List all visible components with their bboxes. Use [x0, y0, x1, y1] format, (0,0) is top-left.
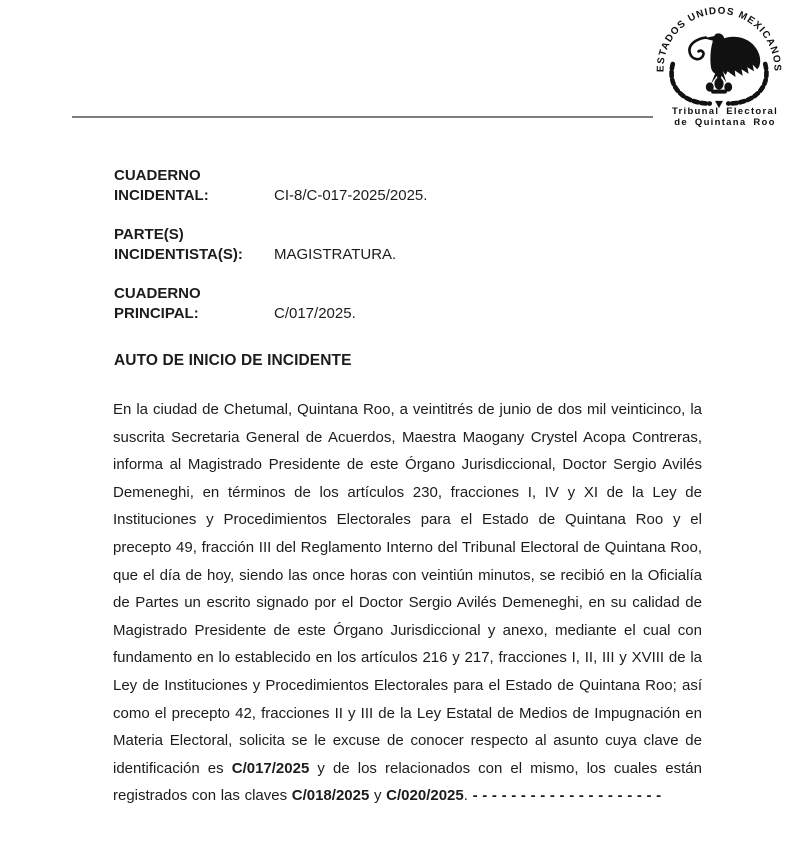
seal-circular-text: ESTADOS UNIDOS MEXICANOS [655, 5, 783, 73]
field-partes-incidentistas [114, 225, 594, 264]
case-key-bold: - - - - - - - - - - - - - - - - - - - - [472, 787, 662, 805]
body-text-segment: . [463, 787, 473, 805]
field-label: PARTE(S) INCIDENTISTA(S): [114, 226, 243, 263]
body-text-segment: y [369, 787, 387, 805]
tribunal-name [664, 106, 786, 128]
field-value: MAGISTRATURA. [274, 245, 397, 263]
field-value: C/017/2025. [274, 304, 356, 322]
body-text-segment: En la ciudad de Chetumal, Quintana Roo, a veintitrés de junio de dos mil veinticinco, la suscrita Secretaria General de Acuerdos, Maestra Maogany Crystel Acopa Contreras, informa al Magistrado Presidente de este Órgano Jurisdiccional, Doctor Sergio Avilés Demeneghi, en términos de los artículos 230, fracciones I, IV y XI de la Ley de Instituciones y Procedimientos Electorales para el Estado de Quintana Roo y el precepto 49, fracción III del Reglamento Interno del Tribunal Electoral de Quintana Roo, que el día de hoy, siendo las once horas con veintiún minutos, se recibió en la Oficialía de Partes un escrito signado por el Doctor Sergio Avilés Demeneghi, en su calidad de Magistrado Presidente de este Órgano Jurisdiccional y anexo, mediante el cual con fundamento en lo establecido en los artículos 216 y 217, fracciones I, II, III y XVIII de la Ley de Instituciones y Procedimientos Electorales para el Estado de Quintana Roo; así como el precepto 42, fracciones II y III de la Ley Estatal de Medios de Impugnación en Materia Electoral, solicita se le excuse de conocer respecto al asunto cuya clave de identificación es [113, 401, 702, 777]
tribunal-name-line1: Tribunal Electoral [671, 106, 779, 117]
field-label: CUADERNO PRINCIPAL: [114, 285, 201, 322]
case-key-bold: C/017/2025 [231, 759, 310, 777]
coat-of-arms-seal [653, 3, 785, 111]
case-key-bold: C/018/2025 [291, 787, 370, 805]
snake-figure [689, 38, 705, 60]
case-header-fields [114, 166, 594, 343]
body-paragraph [113, 396, 702, 810]
field-label: CUADERNO INCIDENTAL: [114, 167, 209, 204]
case-key-bold: C/020/2025 [386, 787, 464, 805]
field-cuaderno-incidental [114, 166, 594, 205]
field-value: CI-8/C-017-2025/2025. [274, 186, 428, 204]
tribunal-name-line2: de Quintana Roo [674, 117, 776, 128]
body-text-segment: y de los relacionados con el mismo, los cuales están registrados con las claves [113, 759, 702, 805]
document-title: AUTO DE INICIO DE INCIDENTE [114, 352, 352, 369]
header-divider-line [72, 116, 653, 118]
eagle-emblem [703, 33, 760, 93]
field-cuaderno-principal [114, 284, 594, 323]
